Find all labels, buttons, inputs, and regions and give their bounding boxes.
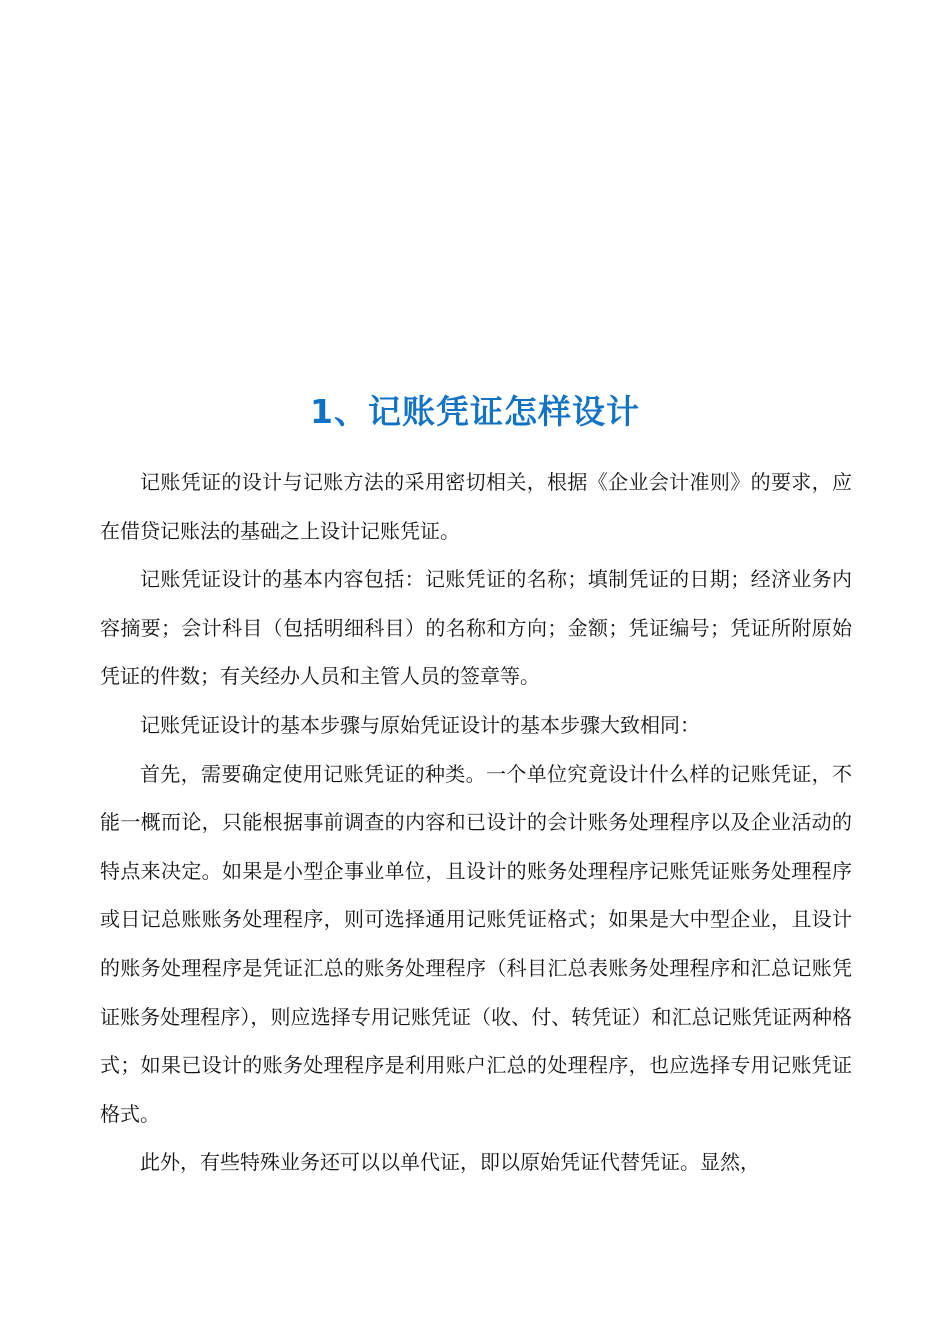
document-body [100, 458, 852, 1187]
paragraph-3: 记账凭证设计的基本步骤与原始凭证设计的基本步骤大致相同： [140, 712, 700, 737]
paragraph-5: 此外，有些特殊业务还可以以单代证，即以原始凭证代替凭证。显然， [140, 1150, 760, 1175]
paragraph-2: 记账凭证设计的基本内容包括：记账凭证的名称；填制凭证的日期；经济业务内容摘要；会计科目（包括明细科目）的名称和方向；金额；凭证编号；凭证所附原始凭证的件数；有关经办人员和主管人员的签章等。 [100, 567, 852, 689]
document-title: 1、记账凭证怎样设计 [310, 392, 640, 431]
paragraph-1: 记账凭证的设计与记账方法的采用密切相关，根据《企业会计准则》的要求，应在借贷记账法的基础之上设计记账凭证。 [100, 470, 852, 543]
paragraph-4: 首先，需要确定使用记账凭证的种类。一个单位究竟设计什么样的记账凭证，不能一概而论，只能根据事前调查的内容和已设计的会计账务处理程序以及企业活动的特点来决定。如果是小型企事业单位，且设计的账务处理程序记账凭证账务处理程序或日记总账账务处理程序，则可选择通用记账凭证格式；如果是大中型企业，且设计的账务处理程序是凭证汇总的账务处理程序（科目汇总表账务处理程序和汇总记账凭证账务处理程序），则应选择专用记账凭证（收、付、转凭证）和汇总记账凭证两种格式；如果已设计的账务处理程序是利用账户汇总的处理程序，也应选择专用记账凭证格式。 [100, 761, 852, 1126]
